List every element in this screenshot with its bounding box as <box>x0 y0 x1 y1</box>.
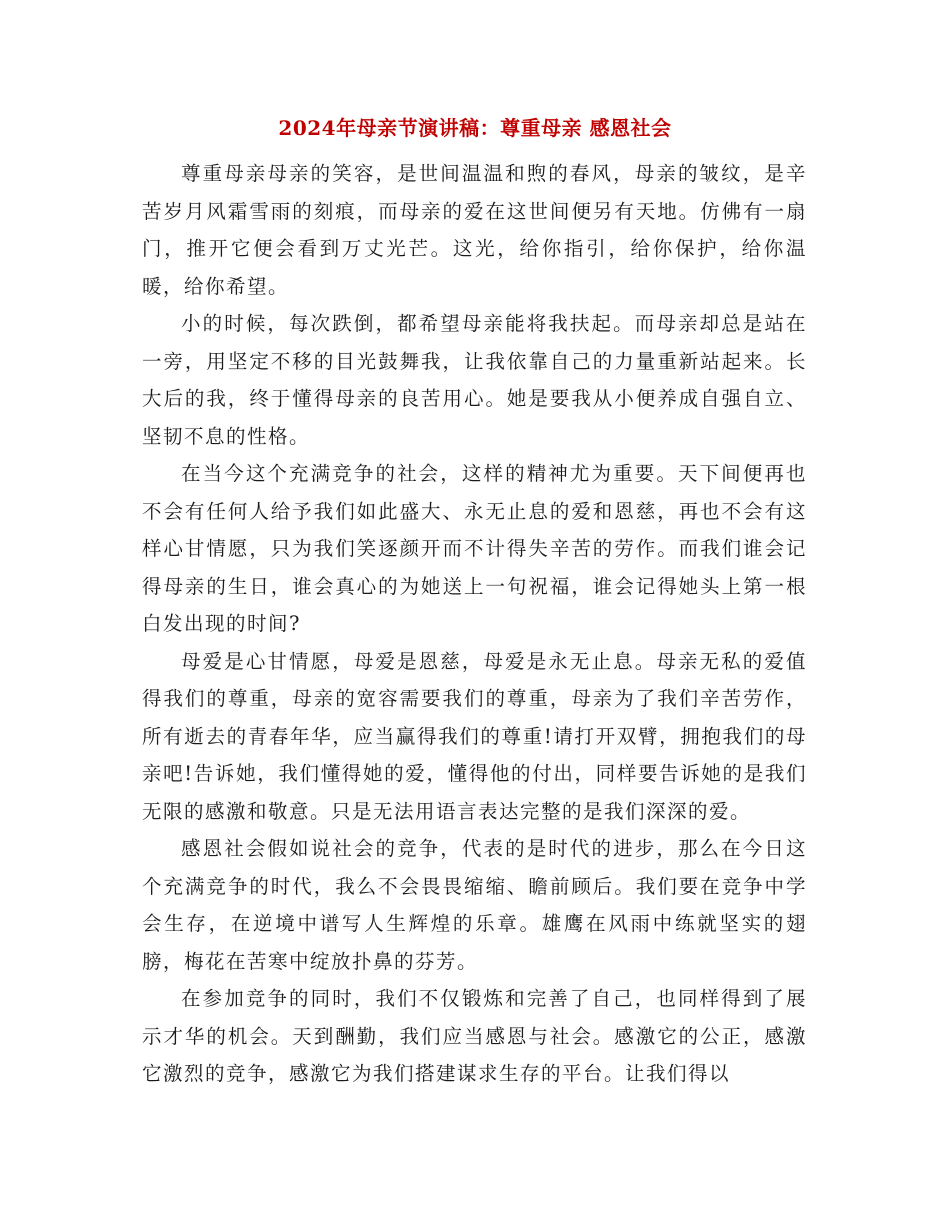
paragraph: 在参加竞争的同时，我们不仅锻炼和完善了自己，也同样得到了展示才华的机会。天到酬勤，我们应当感恩与社会。感激它的公正，感激它激烈的竞争，感激它为我们搭建谋求生存的平台。让我们得以 <box>142 987 807 1085</box>
paragraph: 尊重母亲母亲的笑容，是世间温温和煦的春风，母亲的皱纹，是辛苦岁月风霜雪雨的刻痕，而母亲的爱在这世间便另有天地。仿佛有一扇门，推开它便会看到万丈光芒。这光，给你指引，给你保护，给你温暖，给你希望。 <box>142 162 807 298</box>
paragraph: 感恩社会假如说社会的竞争，代表的是时代的进步，那么在今日这个充满竞争的时代，我么不会畏畏缩缩、瞻前顾后。我们要在竞争中学会生存，在逆境中谱写人生辉煌的乐章。雄鹰在风雨中练就坚实的翅膀，梅花在苦寒中绽放扑鼻的芬芳。 <box>142 837 807 973</box>
document-title: 2024年母亲节演讲稿：尊重母亲 感恩社会 <box>278 116 672 140</box>
document-body <box>142 155 807 1093</box>
paragraph: 小的时候，每次跌倒，都希望母亲能将我扶起。而母亲却总是站在一旁，用坚定不移的目光鼓舞我，让我依靠自己的力量重新站起来。长大后的我，终于懂得母亲的良苦用心。她是要我从小便养成自强自立、坚韧不息的性格。 <box>142 312 807 448</box>
paragraph: 母爱是心甘情愿，母爱是恩慈，母爱是永无止息。母亲无私的爱值得我们的尊重，母亲的宽容需要我们的尊重，母亲为了我们辛苦劳作，所有逝去的青春年华，应当赢得我们的尊重!请打开双臂，拥抱我们的母亲吧!告诉她，我们懂得她的爱，懂得他的付出，同样要告诉她的是我们无限的感激和敬意。只是无法用语言表达完整的是我们深深的爱。 <box>142 649 807 823</box>
paragraph: 在当今这个充满竞争的社会，这样的精神尤为重要。天下间便再也不会有任何人给予我们如此盛大、永无止息的爱和恩慈，再也不会有这样心甘情愿，只为我们笑逐颜开而不计得失辛苦的劳作。而我们谁会记得母亲的生日，谁会真心的为她送上一句祝福，谁会记得她头上第一根白发出现的时间? <box>142 462 807 635</box>
